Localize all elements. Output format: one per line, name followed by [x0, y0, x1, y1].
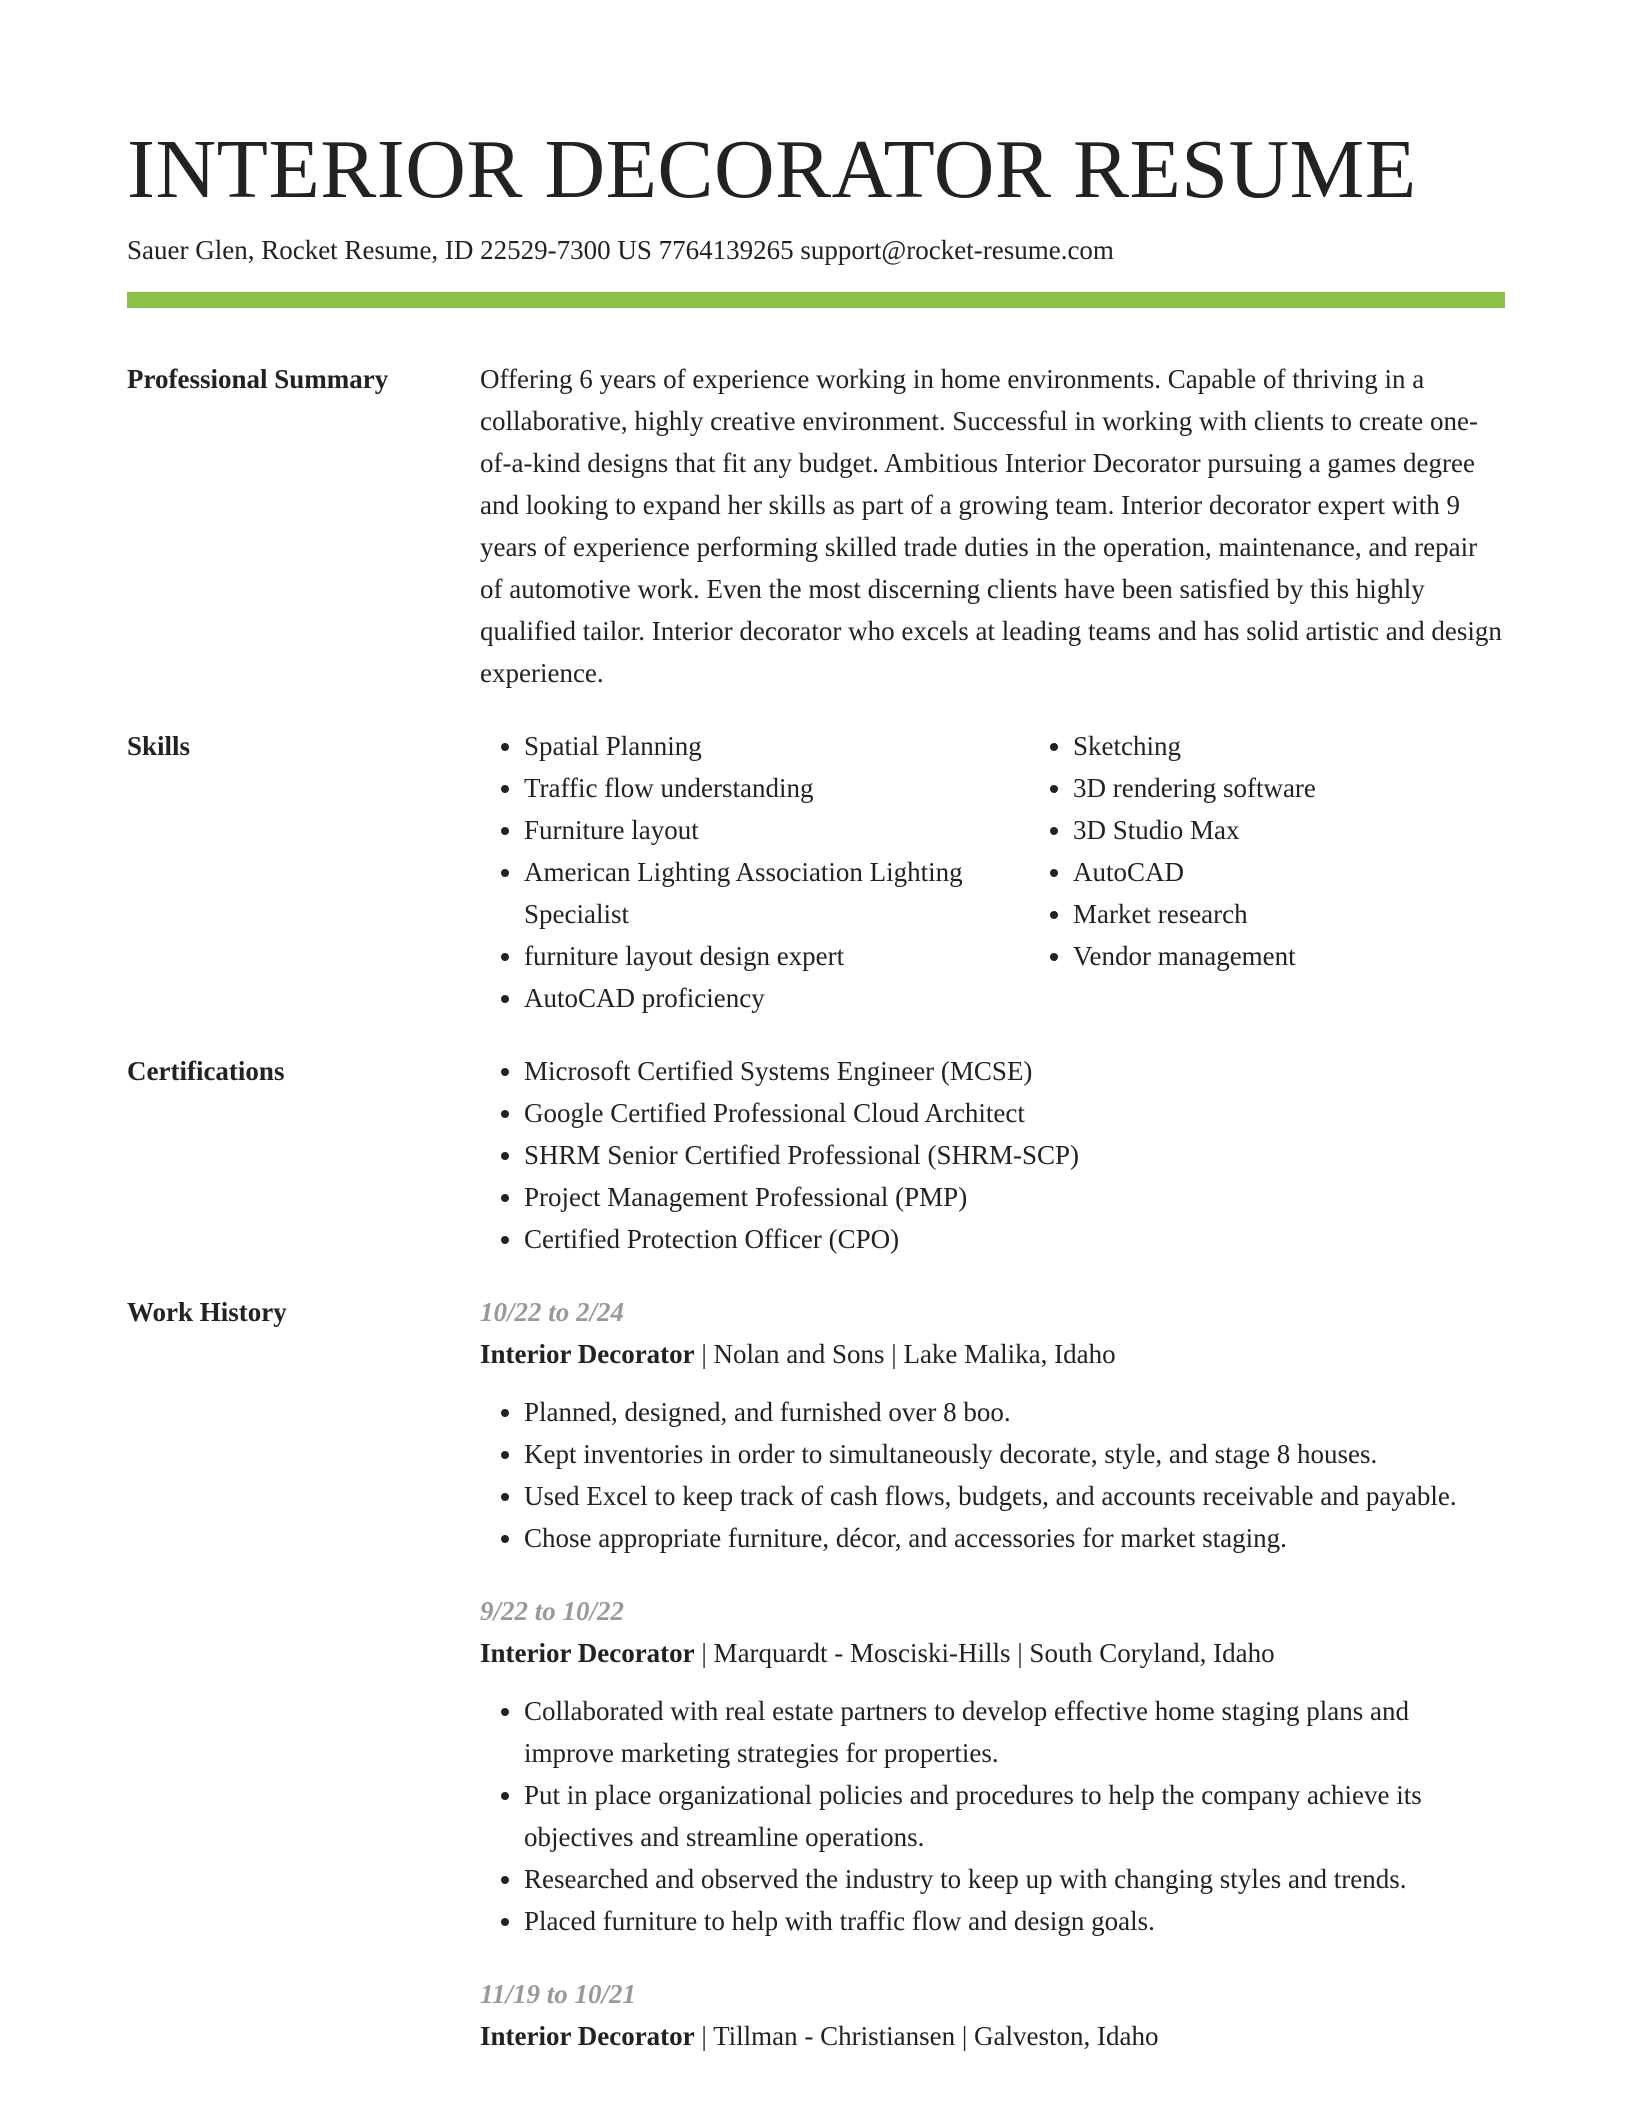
job-details: | Tillman - Christiansen | Galveston, Idaho	[694, 2021, 1159, 2051]
skills-label: Skills	[127, 731, 191, 761]
skill-item: • Traffic flow understanding	[524, 767, 1029, 809]
skill-item: • Spatial Planning	[524, 725, 1029, 767]
job-details: | Nolan and Sons | Lake Malika, Idaho	[694, 1339, 1116, 1369]
skill-item: • Vendor management	[1073, 935, 1505, 977]
certifications-section	[127, 1050, 1505, 1260]
skill-item: • AutoCAD proficiency	[524, 977, 1029, 1019]
job-bullet: • Kept inventories in order to simultaneously decorate, style, and stage 8 houses.	[524, 1433, 1505, 1475]
skill-item: • Furniture layout	[524, 809, 1029, 851]
job-bullet: • Planned, designed, and furnished over 8 boo.	[524, 1391, 1505, 1433]
summary-section	[127, 358, 1505, 694]
job-title-line	[480, 1632, 1505, 1674]
skills-list-right	[1029, 725, 1505, 1019]
summary-body	[480, 358, 1505, 694]
skill-item: • Sketching	[1073, 725, 1505, 767]
job-bullet: • Collaborated with real estate partners to develop effective home staging plans and improve marketing strategies for properties.	[524, 1690, 1505, 1774]
job-bullets	[480, 1690, 1505, 1942]
skill-item: • American Lighting Association Lighting Specialist	[524, 851, 1029, 935]
job-entry	[480, 1973, 1505, 2057]
job-dates: 11/19 to 10/21	[480, 1979, 637, 2009]
job-dates: 10/22 to 2/24	[480, 1297, 625, 1327]
skills-section	[127, 725, 1505, 1019]
job-bullet: • Placed furniture to help with traffic flow and design goals.	[524, 1900, 1505, 1942]
work-body	[480, 1291, 1505, 2057]
skills-columns	[480, 725, 1505, 1019]
skills-list-left	[480, 725, 1029, 1019]
certification-item: • Microsoft Certified Systems Engineer (MCSE)	[524, 1050, 1505, 1092]
job-bullet: • Chose appropriate furniture, décor, and accessories for market staging.	[524, 1517, 1505, 1559]
skill-item: • 3D rendering software	[1073, 767, 1505, 809]
summary-label: Professional Summary	[127, 364, 389, 394]
skill-item: • Market research	[1073, 893, 1505, 935]
certifications-body	[480, 1050, 1505, 1260]
resume-title: INTERIOR DECORATOR RESUME	[127, 123, 1417, 216]
job-bullet: • Used Excel to keep track of cash flows, budgets, and accounts receivable and payable.	[524, 1475, 1505, 1517]
skill-item: • AutoCAD	[1073, 851, 1505, 893]
certifications-label: Certifications	[127, 1056, 285, 1086]
job-bullets	[480, 1391, 1505, 1559]
certifications-list	[480, 1050, 1505, 1260]
certification-item: • SHRM Senior Certified Professional (SHRM-SCP)	[524, 1134, 1505, 1176]
skills-body	[480, 725, 1505, 1019]
work-label: Work History	[127, 1297, 287, 1327]
certification-item: • Google Certified Professional Cloud Architect	[524, 1092, 1505, 1134]
job-role: Interior Decorator	[480, 1638, 695, 1668]
certification-item: • Project Management Professional (PMP)	[524, 1176, 1505, 1218]
resume-page	[127, 120, 1505, 2057]
job-bullet: • Researched and observed the industry to keep up with changing styles and trends.	[524, 1858, 1505, 1900]
job-dates: 9/22 to 10/22	[480, 1596, 625, 1626]
job-title-line	[480, 2015, 1505, 2057]
job-details: | Marquardt - Mosciski-Hills | South Coryland, Idaho	[694, 1638, 1275, 1668]
summary-text: Offering 6 years of experience working in home environments. Capable of thriving in a collaborative, highly creative environment. Successful in working with clients to create one-of-a-kind designs that fit any budget. Ambitious Interior Decorator pursuing a games degree and looking to expand her skills as part of a growing team. Interior decorator expert with 9 years of experience performing skilled trade duties in the operation, maintenance, and repair of automotive work. Even the most discerning clients have been satisfied by this highly qualified tailor. Interior decorator who excels at leading teams and has solid artistic and design experience.	[480, 364, 1502, 688]
job-role: Interior Decorator	[480, 1339, 695, 1369]
work-section	[127, 1291, 1505, 2057]
header-divider	[127, 292, 1505, 308]
job-role: Interior Decorator	[480, 2021, 695, 2051]
contact-line: Sauer Glen, Rocket Resume, ID 22529-7300 US 7764139265 support@rocket-resume.com	[127, 235, 1114, 265]
skill-item: • furniture layout design expert	[524, 935, 1029, 977]
job-bullet: • Put in place organizational policies and procedures to help the company achieve its objectives and streamline operations.	[524, 1774, 1505, 1858]
job-title-line	[480, 1333, 1505, 1375]
job-entry	[480, 1291, 1505, 1559]
certification-item: • Certified Protection Officer (CPO)	[524, 1218, 1505, 1260]
job-entry	[480, 1590, 1505, 1942]
skill-item: • 3D Studio Max	[1073, 809, 1505, 851]
